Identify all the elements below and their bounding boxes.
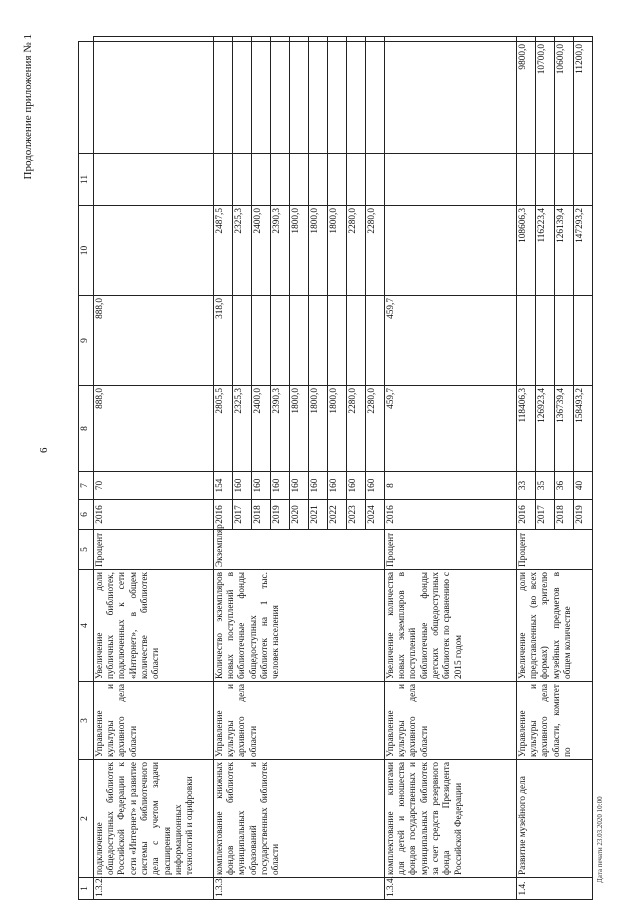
executor-text: Управление культуры и архивного дела области, комитет по [517, 684, 573, 757]
other-amount: 10700,0 [535, 42, 554, 154]
column-number: 4 [79, 570, 94, 682]
table-row [384, 37, 516, 900]
print-date: Дата печати 23.03.2020 10:00 [596, 796, 604, 883]
column-number: 2 [79, 760, 94, 878]
unit [384, 530, 516, 570]
regional-amount: 2487,5 [213, 206, 232, 296]
activity-name [93, 760, 213, 878]
federal-amount: 888,0 [93, 296, 213, 386]
regional-amount: 1800,0 [327, 206, 346, 296]
regional-amount: 108606,3 [516, 206, 535, 296]
target-value: 160 [346, 472, 365, 500]
other-amount: 9800,0 [516, 42, 535, 154]
unit-text: Процент [517, 532, 528, 567]
total-amount: 888,0 [93, 386, 213, 472]
target-value: 8 [384, 472, 516, 500]
regional-amount: 1800,0 [308, 206, 327, 296]
local-amount [93, 154, 213, 206]
total-amount: 118406,3 [516, 386, 535, 472]
federal-amount [365, 296, 384, 386]
target-value: 33 [516, 472, 535, 500]
other-amount [308, 42, 327, 154]
target-value: 160 [251, 472, 270, 500]
other-amount [327, 42, 346, 154]
year: 2016 [516, 500, 535, 530]
unit [93, 530, 213, 570]
other-amount [232, 42, 251, 154]
federal-amount [554, 296, 573, 386]
regional-amount: 116223,4 [535, 206, 554, 296]
local-amount [365, 154, 384, 206]
column-number: 1 [79, 878, 94, 900]
target-value: 160 [327, 472, 346, 500]
spacer-cell [346, 37, 365, 42]
spacer-cell [232, 37, 251, 42]
total-amount: 1800,0 [308, 386, 327, 472]
row-id [384, 878, 516, 900]
year: 2019 [270, 500, 289, 530]
total-amount: 1800,0 [327, 386, 346, 472]
local-amount [554, 154, 573, 206]
local-amount [232, 154, 251, 206]
target-value: 35 [535, 472, 554, 500]
regional-amount [384, 206, 516, 296]
spacer-cell [289, 37, 308, 42]
page-number: 6 [38, 447, 50, 453]
column-number: 5 [79, 530, 94, 570]
row-id-text: 1.3.4. [385, 876, 396, 897]
year: 2020 [289, 500, 308, 530]
local-amount [251, 154, 270, 206]
indicator [384, 570, 516, 682]
indicator [93, 570, 213, 682]
unit [516, 530, 592, 570]
column-number: 3 [79, 682, 94, 760]
local-amount [327, 154, 346, 206]
indicator-text: Увеличение доли публичных библиотек, подключенных к сети «Интернет», в общем количестве библиотек области [94, 572, 162, 679]
year: 2017 [535, 500, 554, 530]
unit-text: Процент [385, 532, 396, 567]
total-amount: 2390,3 [270, 386, 289, 472]
year: 2021 [308, 500, 327, 530]
local-amount [535, 154, 554, 206]
regional-amount: 2390,3 [270, 206, 289, 296]
table-row [93, 37, 213, 900]
indicator [516, 570, 592, 682]
total-amount: 2805,5 [213, 386, 232, 472]
spacer-cell [79, 42, 94, 154]
spacer-cell [573, 37, 592, 42]
spacer-cell [554, 37, 573, 42]
target-value: 160 [232, 472, 251, 500]
executor [213, 682, 384, 760]
regional-amount: 2325,3 [232, 206, 251, 296]
federal-amount [270, 296, 289, 386]
executor [516, 682, 592, 760]
local-amount [573, 154, 592, 206]
column-number: 8 [79, 386, 94, 472]
spacer-cell [327, 37, 346, 42]
federal-amount: 459,7 [384, 296, 516, 386]
program-table [78, 36, 593, 900]
spacer-cell [516, 37, 535, 42]
regional-amount [93, 206, 213, 296]
executor-text: Управление культуры и архивного дела области [94, 684, 139, 757]
target-value: 160 [365, 472, 384, 500]
unit-text: Процент [94, 532, 105, 567]
local-amount [346, 154, 365, 206]
regional-amount: 2280,0 [365, 206, 384, 296]
executor [93, 682, 213, 760]
year: 2016 [213, 500, 232, 530]
local-amount [516, 154, 535, 206]
activity-name [384, 760, 516, 878]
federal-amount [346, 296, 365, 386]
spacer-cell [93, 37, 213, 42]
regional-amount: 2280,0 [346, 206, 365, 296]
column-number: 10 [79, 206, 94, 296]
year: 2018 [554, 500, 573, 530]
spacer-cell [270, 37, 289, 42]
table-row [213, 37, 232, 900]
total-amount: 2400,0 [251, 386, 270, 472]
indicator [213, 570, 384, 682]
row-id-text: 1.3.2. [94, 876, 105, 897]
spacer-cell [384, 37, 516, 42]
total-amount: 136739,4 [554, 386, 573, 472]
year: 2019 [573, 500, 592, 530]
activity-name [516, 760, 592, 878]
total-amount: 2280,0 [365, 386, 384, 472]
federal-amount [308, 296, 327, 386]
column-number: 11 [79, 154, 94, 206]
activity-name-text: комплектование книжных фондов библиотек муниципальных образований и государственных библиотек области [214, 762, 282, 875]
total-amount: 2325,3 [232, 386, 251, 472]
target-value: 154 [213, 472, 232, 500]
target-value: 40 [573, 472, 592, 500]
row-id-text: 1.3.3. [214, 876, 225, 897]
target-value: 160 [308, 472, 327, 500]
spacer-cell [535, 37, 554, 42]
federal-amount [289, 296, 308, 386]
unit [213, 524, 384, 570]
federal-amount [516, 296, 535, 386]
federal-amount: 318,0 [213, 296, 232, 386]
executor-text: Управление культуры и архивного дела области [214, 684, 259, 757]
other-amount [251, 42, 270, 154]
indicator-text: Увеличение доли представленных (во всех формах) зрителю музейных предметов в общем количестве [517, 572, 573, 679]
total-amount: 158493,2 [573, 386, 592, 472]
year: 2023 [346, 500, 365, 530]
spacer-cell [365, 37, 384, 42]
local-amount [384, 154, 516, 206]
target-value: 36 [554, 472, 573, 500]
other-amount [346, 42, 365, 154]
local-amount [308, 154, 327, 206]
federal-amount [232, 296, 251, 386]
column-number-row [79, 37, 94, 900]
table-row [516, 37, 535, 900]
regional-amount: 147293,2 [573, 206, 592, 296]
unit-text: Экземпляр [214, 524, 225, 567]
target-value: 160 [289, 472, 308, 500]
spacer-cell [213, 37, 232, 42]
other-amount: 11200,0 [573, 42, 592, 154]
year: 2022 [327, 500, 346, 530]
other-amount [213, 42, 232, 154]
year: 2016 [93, 500, 213, 530]
indicator-text: Количество экземпляров новых поступлений в библиотечные фонды общедоступных библиотек на 1 тыс. человек населения [214, 572, 282, 679]
indicator-text: Увеличение количества новых экземпляров в поступлений библиотечные фонды детских общедоступных библиотек по сравнению с 2015 годом [385, 572, 464, 679]
activity-name-text: подключение общедоступных библиотек Российской Федерации к сети «Интернет» и развитие системы библиотечного дела с учетом задачи расширения информационных технологий и оцифровки [94, 762, 196, 875]
spacer-cell [308, 37, 327, 42]
activity-name-text: Развитие музейного дела [517, 776, 528, 875]
activity-name [213, 760, 384, 878]
other-amount [93, 42, 213, 154]
year: 2016 [384, 500, 516, 530]
row-id-text: 1.4. [517, 881, 528, 896]
federal-amount [327, 296, 346, 386]
federal-amount [535, 296, 554, 386]
other-amount [289, 42, 308, 154]
other-amount [365, 42, 384, 154]
continuation-header: Продолжение приложения № 1 [22, 34, 34, 180]
executor-text: Управление культуры и архивного дела области [385, 684, 430, 757]
other-amount: 10600,0 [554, 42, 573, 154]
year: 2018 [251, 500, 270, 530]
column-number: 7 [79, 472, 94, 500]
total-amount: 459,7 [384, 386, 516, 472]
year: 2017 [232, 500, 251, 530]
regional-amount: 2400,0 [251, 206, 270, 296]
regional-amount: 126139,4 [554, 206, 573, 296]
target-value: 70 [93, 472, 213, 500]
row-id [516, 878, 592, 900]
local-amount [289, 154, 308, 206]
total-amount: 1800,0 [289, 386, 308, 472]
row-id [213, 878, 384, 900]
column-number: 9 [79, 296, 94, 386]
year: 2024 [365, 500, 384, 530]
federal-amount [251, 296, 270, 386]
other-amount [270, 42, 289, 154]
federal-amount [573, 296, 592, 386]
activity-name-text: комплектование книгами для детей и юношества фондов государственных и муниципальных библиотек за счет средств резервного фонда Президента Российской Федерации [385, 762, 464, 875]
spacer-cell [251, 37, 270, 42]
local-amount [213, 154, 232, 206]
executor [384, 682, 516, 760]
column-number: 6 [79, 500, 94, 530]
target-value: 160 [270, 472, 289, 500]
other-amount [384, 42, 516, 154]
local-amount [270, 154, 289, 206]
total-amount: 2280,0 [346, 386, 365, 472]
regional-amount: 1800,0 [289, 206, 308, 296]
row-id [93, 878, 213, 900]
total-amount: 126923,4 [535, 386, 554, 472]
